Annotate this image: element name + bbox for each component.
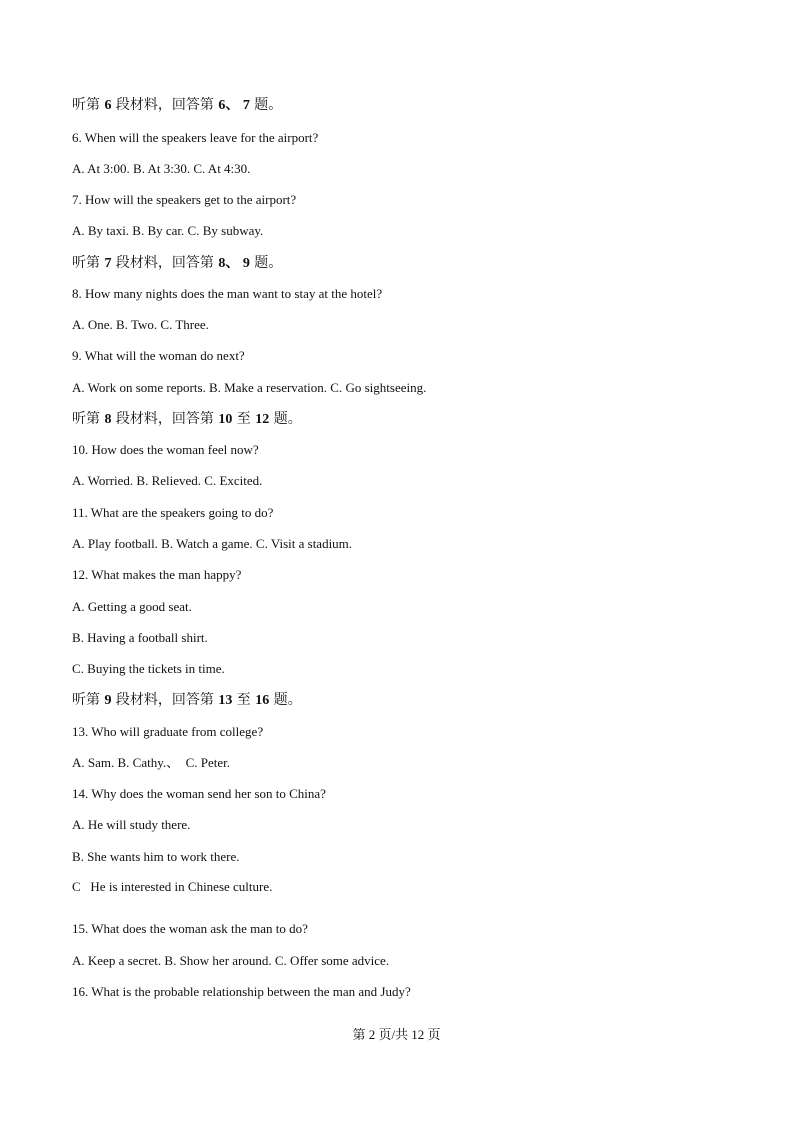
question-range: 6、 7 bbox=[218, 98, 250, 113]
section-header-text: 题。 bbox=[269, 692, 302, 708]
question-15: 15. What does the woman ask the man to do? bbox=[72, 921, 308, 936]
question-14: 14. Why does the woman send her son to China? bbox=[72, 786, 326, 801]
section-header-text: 段材料，回答第 bbox=[111, 692, 219, 708]
section-number: 6 bbox=[104, 98, 112, 113]
question-range-end: 16 bbox=[255, 693, 270, 708]
options-13: A. Sam. B. Cathy.、 C. Peter. bbox=[72, 755, 231, 770]
question-12: 12. What makes the man happy? bbox=[72, 567, 242, 582]
options-7: A. By taxi. B. By car. C. By subway. bbox=[72, 223, 264, 238]
page-footer: 第 2 页/共 12 页 bbox=[352, 1027, 441, 1042]
section-header-text: 听第 bbox=[72, 411, 105, 427]
question-range: 8、 9 bbox=[218, 256, 250, 271]
options-10: A. Worried. B. Relieved. C. Excited. bbox=[72, 473, 263, 488]
section-header-6 bbox=[72, 96, 282, 115]
question-9: 9. What will the woman do next? bbox=[72, 348, 245, 363]
option-14a: A. He will study there. bbox=[72, 817, 191, 832]
question-10: 10. How does the woman feel now? bbox=[72, 442, 259, 457]
options-8: A. One. B. Two. C. Three. bbox=[72, 317, 209, 332]
section-header-7 bbox=[72, 254, 282, 273]
section-header-text: 题。 bbox=[249, 97, 283, 113]
options-9: A. Work on some reports. B. Make a reservation. C. Go sightseeing. bbox=[72, 380, 427, 395]
option-12a: A. Getting a good seat. bbox=[72, 599, 192, 614]
section-header-9 bbox=[72, 691, 302, 710]
section-header-text: 段材料，回答第 bbox=[111, 255, 219, 271]
options-11: A. Play football. B. Watch a game. C. Visit a stadium. bbox=[72, 536, 353, 551]
section-header-text: 至 bbox=[232, 411, 256, 427]
section-header-text: 听第 bbox=[72, 97, 105, 113]
section-number: 7 bbox=[104, 256, 112, 271]
section-header-8 bbox=[72, 410, 302, 429]
question-13: 13. Who will graduate from college? bbox=[72, 724, 264, 739]
option-12b: B. Having a football shirt. bbox=[72, 630, 208, 645]
section-header-text: 题。 bbox=[249, 255, 283, 271]
option-12c: C. Buying the tickets in time. bbox=[72, 661, 225, 676]
question-7: 7. How will the speakers get to the airport? bbox=[72, 192, 297, 207]
question-6: 6. When will the speakers leave for the airport? bbox=[72, 130, 319, 145]
section-header-text: 题。 bbox=[269, 411, 302, 427]
section-header-text: 听第 bbox=[72, 255, 105, 271]
section-header-text: 段材料，回答第 bbox=[111, 411, 219, 427]
question-16: 16. What is the probable relationship between the man and Judy? bbox=[72, 984, 411, 999]
section-header-text: 听第 bbox=[72, 692, 105, 708]
question-range-end: 12 bbox=[255, 412, 270, 427]
section-header-text: 段材料，回答第 bbox=[111, 97, 219, 113]
section-number: 8 bbox=[104, 412, 112, 427]
options-15: A. Keep a secret. B. Show her around. C. Offer some advice. bbox=[72, 953, 390, 968]
section-header-text: 至 bbox=[232, 692, 256, 708]
options-6: A. At 3:00. B. At 3:30. C. At 4:30. bbox=[72, 161, 251, 176]
question-8: 8. How many nights does the man want to stay at the hotel? bbox=[72, 286, 383, 301]
option-14b: B. She wants him to work there. bbox=[72, 849, 240, 864]
option-14c: C He is interested in Chinese culture. bbox=[72, 879, 273, 894]
question-range-start: 13 bbox=[218, 693, 233, 708]
question-11: 11. What are the speakers going to do? bbox=[72, 505, 274, 520]
section-number: 9 bbox=[104, 693, 112, 708]
question-range-start: 10 bbox=[218, 412, 233, 427]
